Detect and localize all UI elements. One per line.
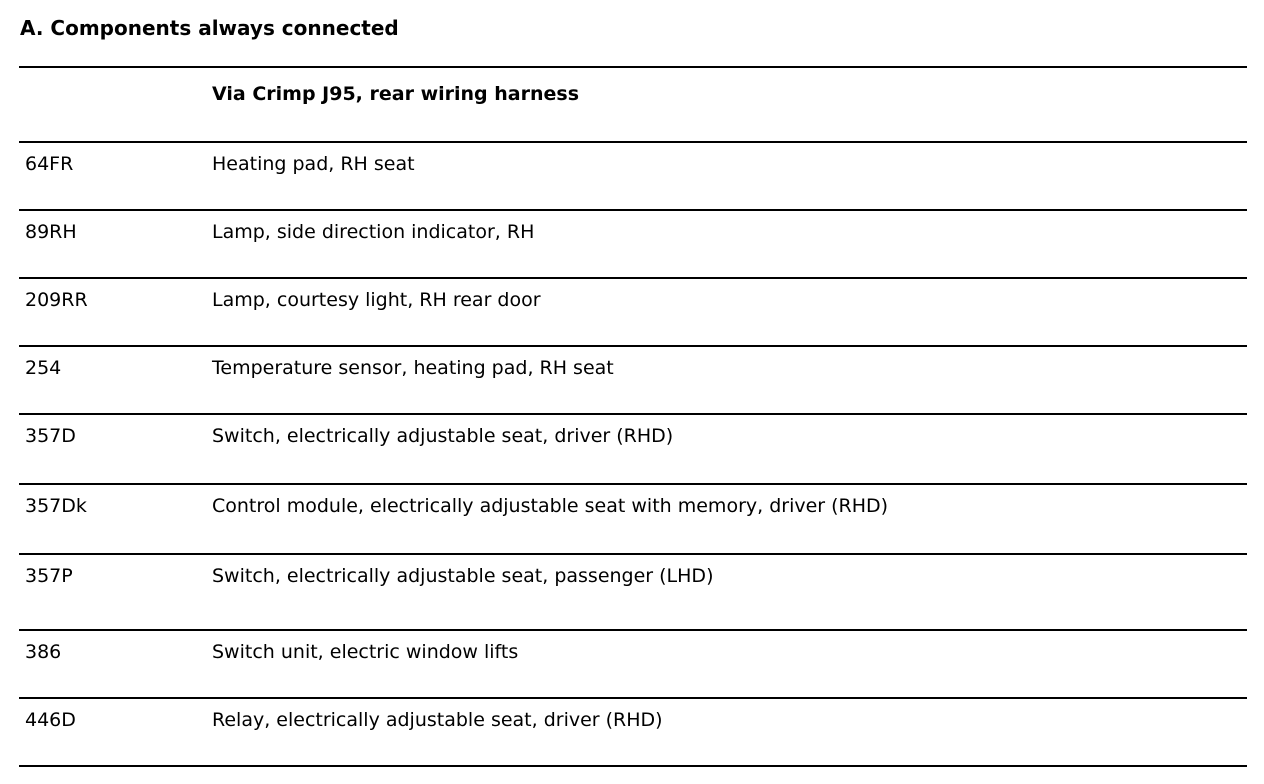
component-description: Switch, electrically adjustable seat, passenger (LHD) bbox=[212, 565, 714, 587]
table-header-row bbox=[19, 66, 1247, 141]
component-code: 357P bbox=[25, 565, 73, 587]
component-description: Relay, electrically adjustable seat, driver (RHD) bbox=[212, 709, 663, 731]
component-code: 357D bbox=[25, 425, 76, 447]
component-description: Temperature sensor, heating pad, RH seat bbox=[212, 357, 614, 379]
component-code: 386 bbox=[25, 641, 62, 663]
component-description: Lamp, side direction indicator, RH bbox=[212, 221, 535, 243]
table-row bbox=[19, 553, 1247, 629]
table-row bbox=[19, 483, 1247, 553]
component-description: Control module, electrically adjustable seat with memory, driver (RHD) bbox=[212, 495, 889, 517]
components-table bbox=[19, 66, 1247, 767]
section-title: A. Components always connected bbox=[20, 16, 399, 40]
table-row bbox=[19, 345, 1247, 413]
component-description: Heating pad, RH seat bbox=[212, 153, 415, 175]
component-code: 64FR bbox=[25, 153, 74, 175]
table-row bbox=[19, 141, 1247, 209]
component-code: 89RH bbox=[25, 221, 77, 243]
component-description: Switch, electrically adjustable seat, driver (RHD) bbox=[212, 425, 674, 447]
component-code: 209RR bbox=[25, 289, 88, 311]
component-description: Lamp, courtesy light, RH rear door bbox=[212, 289, 541, 311]
component-code: 254 bbox=[25, 357, 62, 379]
table-row bbox=[19, 209, 1247, 277]
component-code: 357Dk bbox=[25, 495, 87, 517]
table-row bbox=[19, 277, 1247, 345]
component-description: Switch unit, electric window lifts bbox=[212, 641, 519, 663]
component-code: 446D bbox=[25, 709, 76, 731]
table-row bbox=[19, 697, 1247, 767]
header-description-cell: Via Crimp J95, rear wiring harness bbox=[212, 83, 580, 105]
table-row bbox=[19, 413, 1247, 483]
table-row bbox=[19, 629, 1247, 697]
